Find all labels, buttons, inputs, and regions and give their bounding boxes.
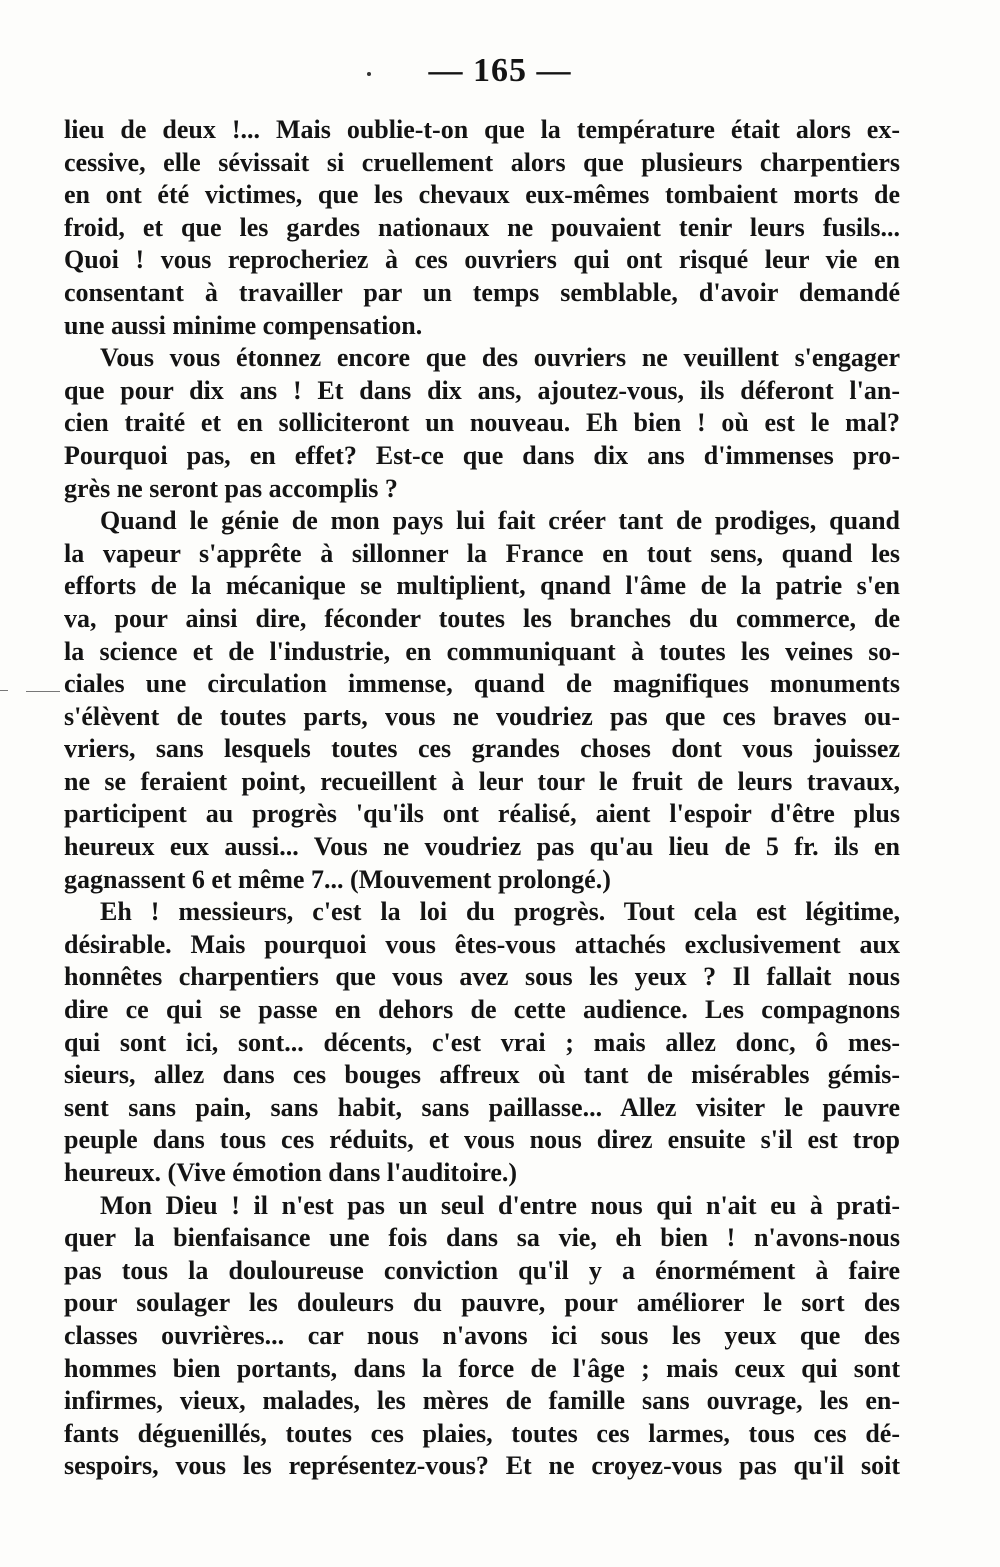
text-line: Mon Dieu ! il n'est pas un seul d'entre nous qui n'ait eu à prati- (100, 1190, 900, 1220)
text-line: désirable. Mais pourquoi vous êtes-vous attachés exclusivement aux (64, 929, 900, 959)
text-line: pas tous la douloureuse conviction qu'il y a énormément à faire (64, 1255, 900, 1285)
text-line: froid, et que les gardes nationaux ne pouvaient tenir leurs fusils... (64, 212, 900, 242)
text-line: une aussi minime compensation. (64, 310, 423, 340)
text-line: vriers, sans lesquels toutes ces grandes choses dont vous jouissez (64, 734, 900, 764)
text-line: quer la bienfaisance une fois dans sa vie, eh bien ! n'avons-nous (64, 1223, 900, 1253)
text-line: fants déguenillés, toutes ces plaies, toutes ces larmes, tous ces dé- (64, 1418, 900, 1448)
text-line: cien traité et en solliciteront un nouveau. Eh bien ! où est le mal? (64, 408, 900, 438)
text-line: participent au progrès 'qu'ils ont réalisé, aient l'espoir d'être plus (64, 799, 900, 829)
text-line: lieu de deux !... Mais oublie-t-on que la température était alors ex- (64, 115, 900, 144)
text-line: Vous vous étonnez encore que des ouvriers ne veuillent s'engager (100, 343, 900, 373)
text-line: la science et de l'industrie, en communiquant à toutes les veines so- (64, 636, 900, 666)
page-number: — 165 — (428, 52, 572, 89)
body-text (64, 114, 900, 1483)
text-line: en ont été victimes, que les chevaux eux-mêmes tombaient morts de (64, 180, 900, 210)
text-line: la vapeur s'apprête à sillonner la France en tout sens, quand les (64, 538, 900, 568)
text-line: Quand le génie de mon pays lui fait créer tant de prodiges, quand (100, 506, 900, 536)
text-line: va, pour ainsi dire, féconder toutes les branches du commerce, de (64, 603, 900, 633)
text-line: sieurs, allez dans ces bouges affreux où tant de misérables gémis- (64, 1060, 900, 1090)
text-line: sespoirs, vous les représentez-vous? Et ne croyez-vous pas qu'il soit (64, 1451, 900, 1481)
text-line: ciales une circulation immense, quand de magnifiques monuments (64, 669, 900, 699)
text-line: que pour dix ans ! Et dans dix ans, ajoutez-vous, ils déferont l'an- (64, 375, 900, 405)
text-line: Eh ! messieurs, c'est la loi du progrès. Tout cela est légitime, (100, 897, 900, 927)
text-line: infirmes, vieux, malades, les mères de famille sans ouvrage, les en- (64, 1386, 900, 1416)
text-line: efforts de la mécanique se multiplient, qnand l'âme de la patrie s'en (64, 571, 900, 601)
margin-rule-mark (0, 690, 60, 692)
text-line: grès ne seront pas accomplis ? (64, 473, 398, 503)
text-line: consentant à travailler par un temps semblable, d'avoir demandé (64, 277, 900, 307)
text-line: gagnassent 6 et même 7... (Mouvement prolongé.) (64, 864, 611, 894)
text-line: sent sans pain, sans habit, sans paillasse... Allez visiter le pauvre (64, 1092, 900, 1122)
text-line: s'élèvent de toutes parts, vous ne voudriez pas que ces braves ou- (64, 701, 900, 731)
text-line: hommes bien portants, dans la force de l'âge ; mais ceux qui sont (64, 1353, 900, 1383)
text-line: heureux eux aussi... Vous ne voudriez pas qu'au lieu de 5 fr. ils en (64, 832, 900, 862)
text-line: heureux. (Vive émotion dans l'auditoire.) (64, 1158, 518, 1187)
text-line: pour soulager les douleurs du pauvre, pour améliorer le sort des (64, 1288, 900, 1318)
text-line: ne se feraient point, recueillent à leur tour le fruit de leurs travaux, (64, 766, 900, 796)
text-line: honnêtes charpentiers que vous avez sous les yeux ? Il fallait nous (64, 962, 900, 992)
text-line: peuple dans tous ces réduits, et vous nous direz ensuite s'il est trop (64, 1125, 900, 1155)
text-line: dire ce qui se passe en dehors de cette audience. Les compagnons (64, 995, 900, 1025)
text-line: Quoi ! vous reprocheriez à ces ouvriers qui ont risqué leur vie en (64, 245, 900, 275)
text-line: qui sont ici, sont... décents, c'est vrai ; mais allez donc, ô mes- (64, 1027, 900, 1057)
text-line: classes ouvrières... car nous n'avons ici sous les yeux que des (64, 1320, 900, 1350)
text-line: Pourquoi pas, en effet? Est-ce que dans dix ans d'immenses pro- (64, 440, 900, 470)
text-line: cessive, elle sévissait si cruellement alors que plusieurs charpentiers (64, 147, 900, 177)
